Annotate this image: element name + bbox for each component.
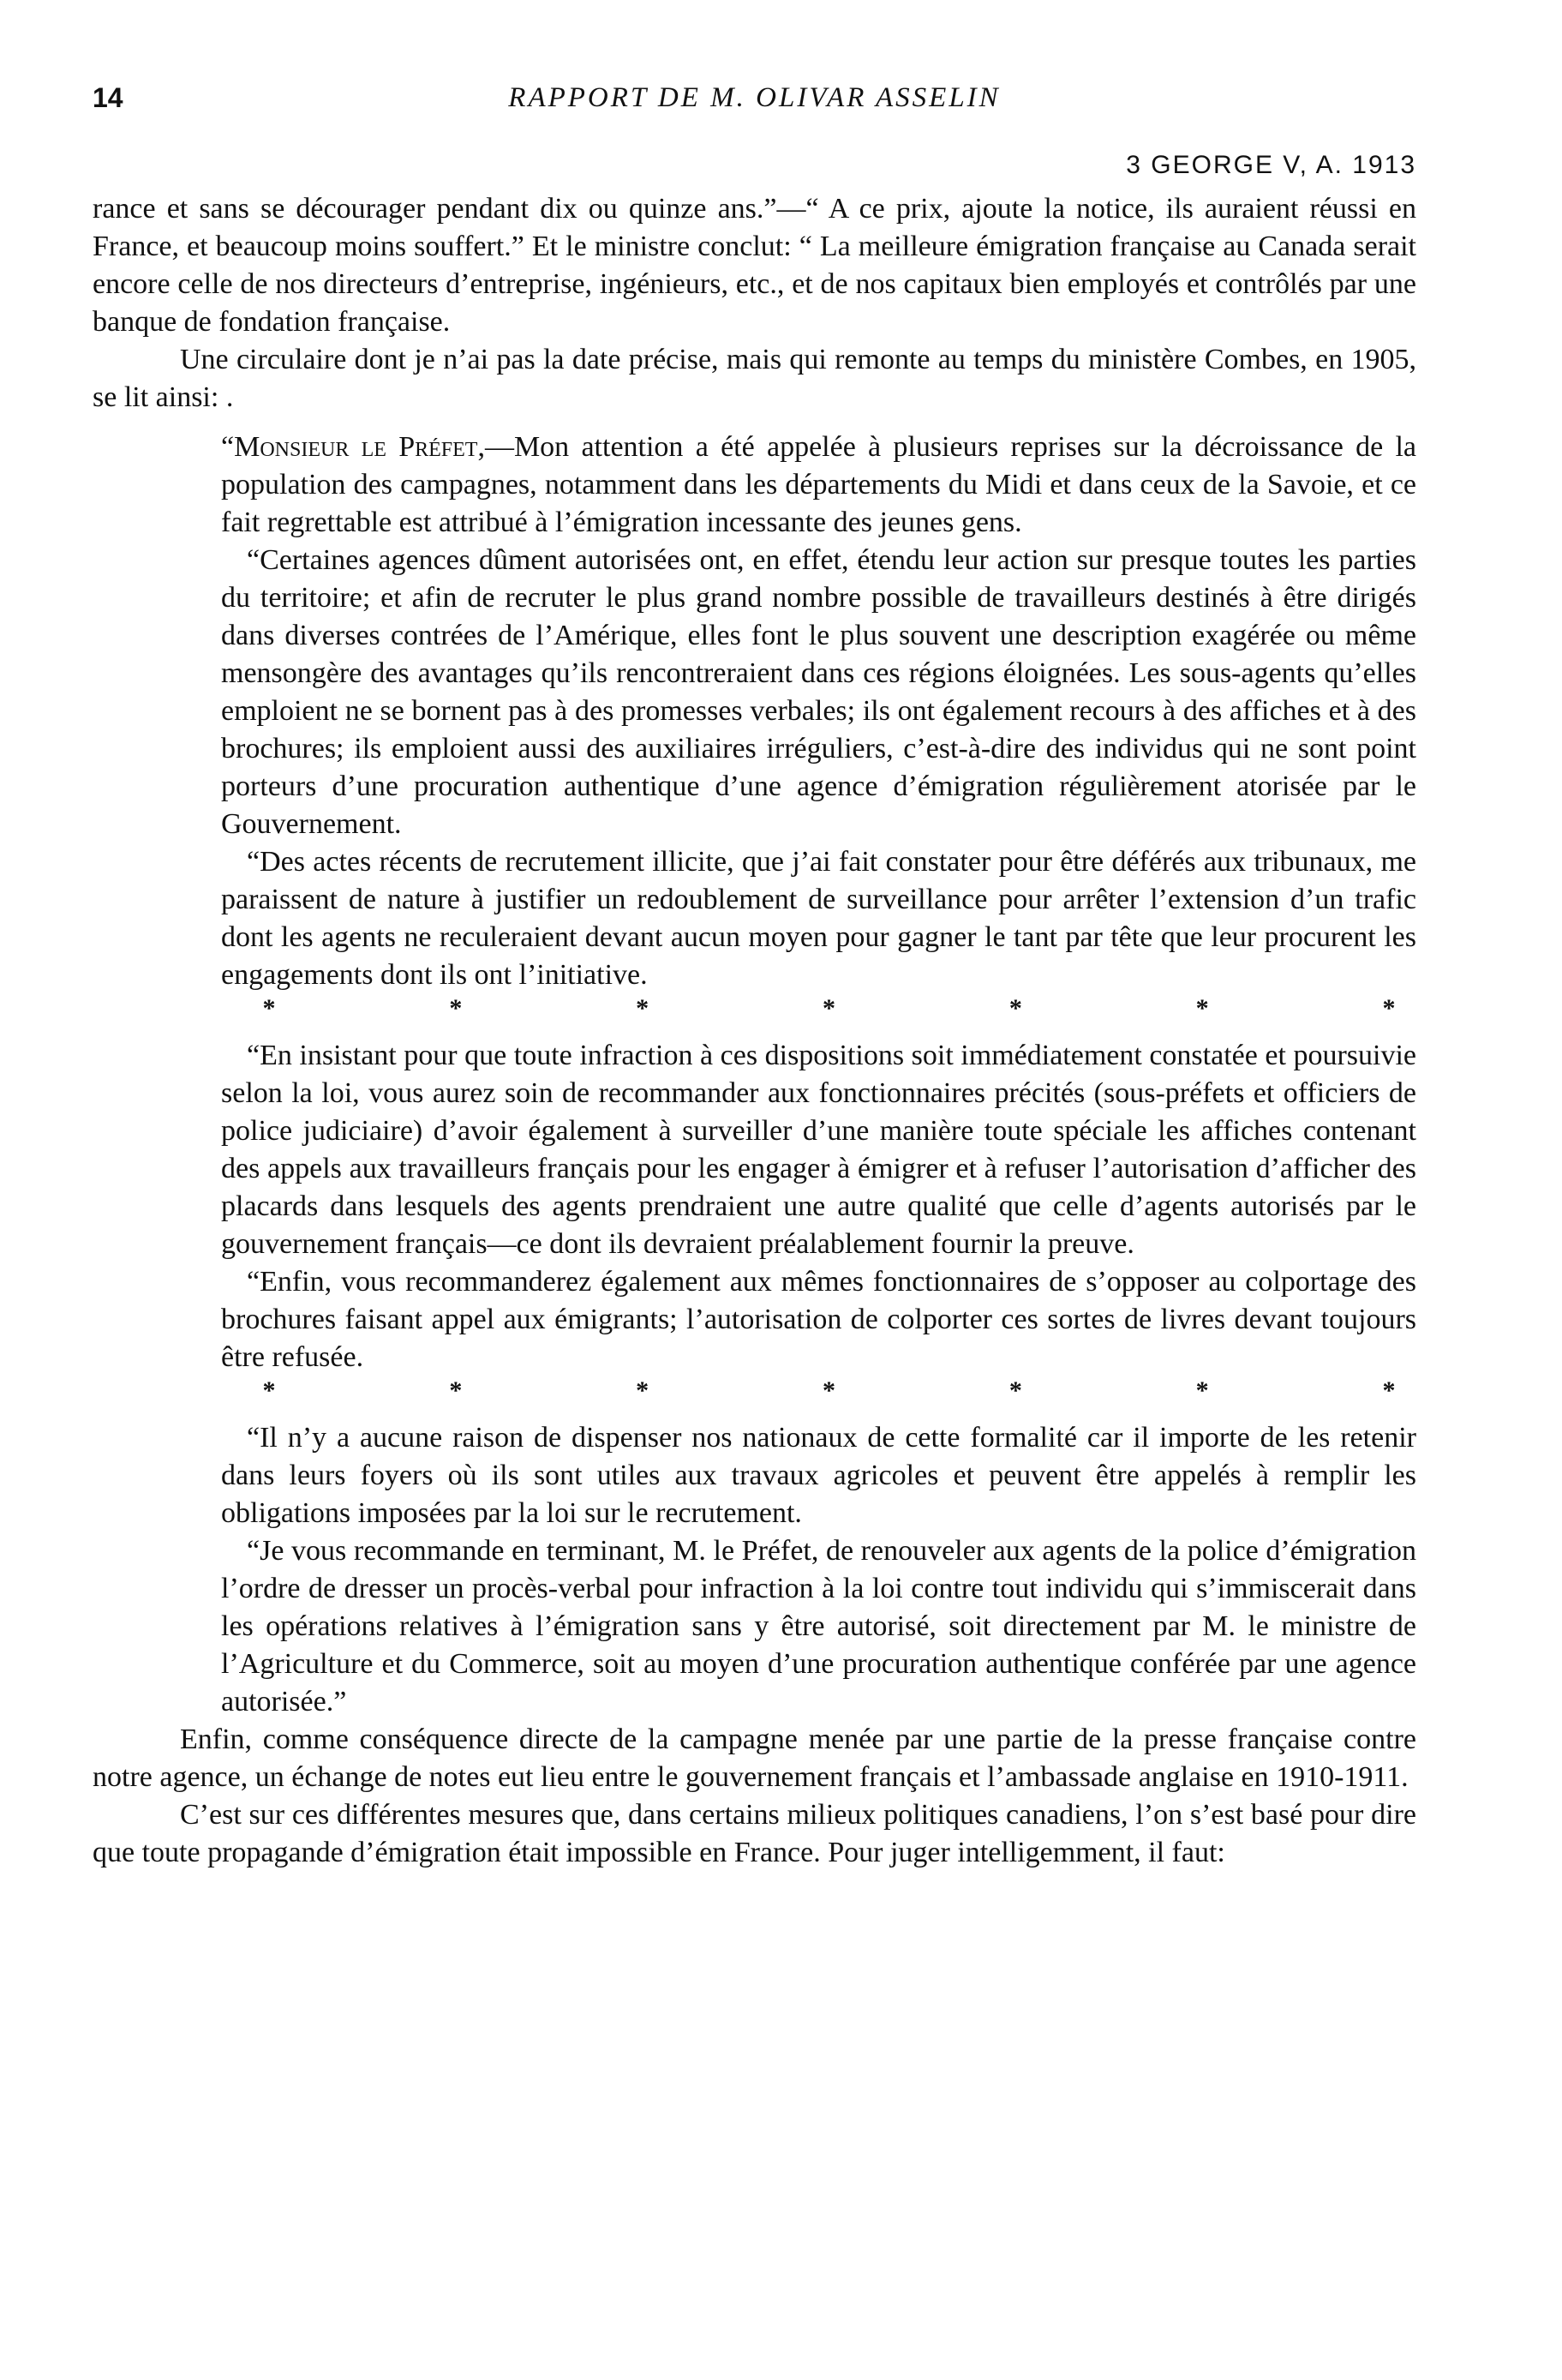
- star-mark: *: [822, 994, 835, 1022]
- quote-salutation: [221, 429, 1416, 542]
- paragraph-conclusion: C’est sur ces différentes mesures que, dans certains milieux politiques canadiens, l’on s’est basé pour dire que toute propagande d’émigration était impossible en France. Pour juger intelligemment, il faut:: [93, 1799, 1416, 1868]
- session-reference: 3 GEORGE V, A. 1913: [1126, 151, 1416, 179]
- paragraph-continuation: rance et sans se décourager pendant dix ou quinze ans.”—“ A ce prix, ajoute la notice, ils auraient réussi en France, et beaucoup moins souffert.” Et le ministre conclut: “ La meilleure émigration française au Canada serait encore celle de nos directeurs d’entreprise, ingénieurs, etc., et de nos capitaux bien employés et contrôlés par une banque de fondation française.: [93, 193, 1416, 338]
- star-mark: *: [822, 1376, 835, 1405]
- star-mark: *: [449, 994, 463, 1022]
- paragraph-circulaire: Une circulaire dont je n’ai pas la date précise, mais qui remonte au temps du ministère Combes, en 1905, se lit ainsi: .: [93, 344, 1416, 413]
- star-mark: *: [1008, 1376, 1022, 1405]
- star-mark: *: [1382, 1376, 1396, 1405]
- quote-infraction: “En insistant pour que toute infraction à ces dispositions soit immédiatement constatée et poursuivie selon la loi, vous aurez soin de recommander aux fonctionnaires précités (sous-préfets et officiers de police judiciaire) d’avoir également à surveiller d’une manière toute spéciale les affiches contenant des appels aux travailleurs français pour les engager à émigrer et à refuser l’autorisation d’afficher des placards dans lesquels des agents prendraient une autre qualité que celle d’agents autorisés par le gouvernement français—ce dont ils devraient préalablement fournir la preuve.: [221, 1040, 1416, 1260]
- ellipsis-stars: [93, 996, 1416, 1022]
- star-mark: *: [262, 1376, 276, 1405]
- quote-recrutement: “Des actes récents de recrutement illicite, que j’ai fait constater pour être déférés aux tribunaux, me paraissent de nature à justifier un redoublement de surveillance pour arrêter l’extension d’un trafic dont les agents ne reculeraient devant aucun moyen pour gagner le tant par tête que leur procurent les engagements dont ils ont l’initiative.: [221, 846, 1416, 991]
- salutation-text: —Mon attention a été appelée à plusieurs reprises sur la décroissance de la population des campagnes, notamment dans les départements du Midi et dans ceux de la Savoie, et ce fait regrettable est attribué à l’émigration incessante des jeunes gens.: [221, 431, 1416, 538]
- page-header: [93, 82, 1416, 125]
- quote-prefet: “Je vous recommande en terminant, M. le Préfet, de renouveler aux agents de la police d’émigration l’ordre de dresser un procès-verbal pour infraction à la loi contre tout individu qui s’immiscerait dans les opérations relatives à l’émigration sans y être autorisé, soit directement par M. le ministre de l’Agriculture et du Commerce, soit au moyen d’une procuration authentique conférée par une agence autorisée.”: [221, 1535, 1416, 1718]
- report-body: [93, 190, 1416, 1872]
- star-mark: *: [1008, 994, 1022, 1022]
- quote-nationaux: “Il n’y a aucune raison de dispenser nos nationaux de cette formalité car il importe de les retenir dans leurs foyers où ils sont utiles aux travaux agricoles et peuvent être appelés à remplir les obligations imposées par la loi sur le recrutement.: [221, 1422, 1416, 1529]
- quote-colportage: “Enfin, vous recommanderez également aux mêmes fonctionnaires de s’opposer au colportage des brochures faisant appel aux émigrants; l’autorisation de colporter ces sortes de livres devant toujours être refusée.: [221, 1266, 1416, 1373]
- star-mark: *: [262, 994, 276, 1022]
- paragraph-campagne: Enfin, comme conséquence directe de la campagne menée par une partie de la presse française contre notre agence, un échange de notes eut lieu entre le gouvernement français et l’ambassade anglaise en 1910-1911.: [93, 1724, 1416, 1793]
- star-mark: *: [636, 994, 649, 1022]
- running-title: RAPPORT DE M. OLIVAR ASSELIN: [508, 82, 1001, 113]
- ellipsis-stars: [93, 1378, 1416, 1404]
- page-number: 14: [93, 82, 123, 113]
- star-mark: *: [1382, 994, 1396, 1022]
- star-mark: *: [1195, 994, 1209, 1022]
- quote-agences: “Certaines agences dûment autorisées ont, en effet, étendu leur action sur presque toutes les parties du territoire; et afin de recruter le plus grand nombre possible de travailleurs destinés à être dirigés dans diverses contrées de l’Amérique, elles font le plus souvent une description exagérée ou même mensongère des avantages qu’ils rencontreraient dans ces régions éloignées. Les sous-agents qu’elles emploient ne se bornent pas à des promesses verbales; ils ont également recours à des affiches et à des brochures; ils emploient aussi des auxiliaires irréguliers, c’est-à-dire des individus qui ne sont point porteurs d’une procuration authentique d’une agence d’émigration régulièrement atorisée par le Gouvernement.: [221, 544, 1416, 840]
- star-mark: *: [1195, 1376, 1209, 1405]
- star-mark: *: [449, 1376, 463, 1405]
- star-mark: *: [636, 1376, 649, 1405]
- salutation-lead: “Monsieur le Préfet,: [221, 431, 485, 463]
